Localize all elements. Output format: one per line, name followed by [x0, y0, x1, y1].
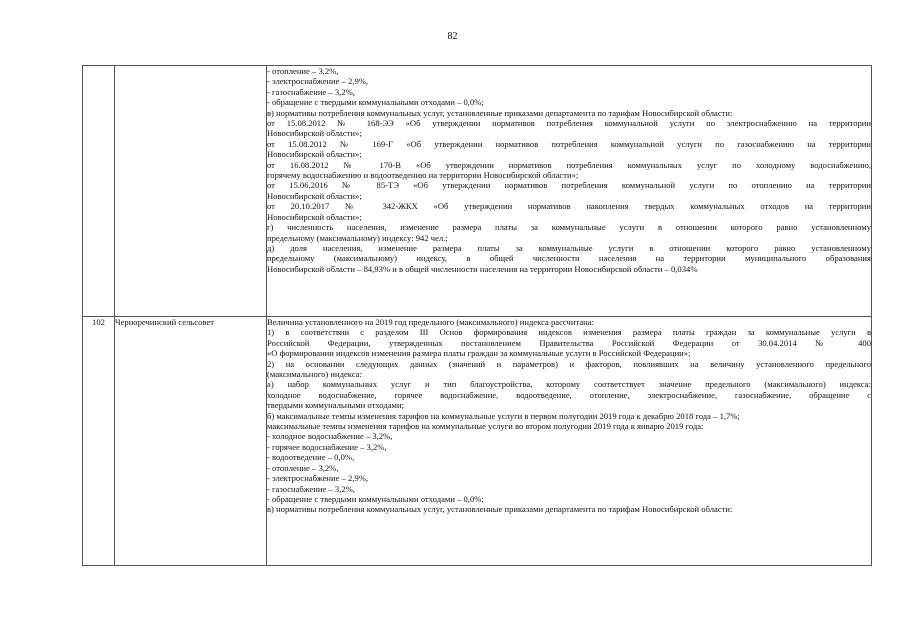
text-line: холодное водоснабжение, горячее водоснабжение, водоотведение, отопление, электроснабжение, газоснабжение, обращение с — [267, 389, 871, 400]
text-line: от 20.10.2017 № 342-ЖКХ «Об утверждении нормативов накопления твердых коммунальных отходов на территории — [267, 201, 871, 212]
table-row — [83, 317, 872, 566]
text-line: - электроснабжение – 2,9%, — [267, 473, 369, 484]
text-line: 2) на основании следующих данных (значений и параметров) и факторов, повлиявших на величину установленного предельного — [267, 358, 871, 369]
row-number — [83, 66, 115, 317]
row-number: 102 — [83, 317, 115, 566]
text-line: б) максимальные темпы изменения тарифов на коммунальные услуги в первом полугодии 2019 года к декабрю 2018 года – 1,7%; — [267, 410, 740, 421]
text-line: (максимального) индекса: — [267, 369, 362, 380]
text-line: - газоснабжение – 3,2%, — [267, 483, 355, 494]
row-content — [267, 317, 872, 566]
text-line: предельному (максимальному) индексу, в общей численности населения на территории муниципального образования — [267, 253, 871, 264]
text-line: горячему водоснабжению и водоотведению на территории Новосибирской области»; — [267, 170, 579, 181]
text-line: - обращение с твердыми коммунальными отходами – 0,0%; — [267, 97, 484, 108]
text-line: д) доля населения, изменение размера платы за коммунальные услуги в отношении которого равно установленному — [267, 242, 871, 253]
text-line: - отопление – 3,2%, — [267, 66, 339, 76]
text-line: г) численность населения, изменение размера платы за коммунальные услуги в отношении которого равно установленному — [267, 222, 871, 233]
row-content — [267, 66, 872, 317]
text-line: - обращение с твердыми коммунальными отходами – 0,0%; — [267, 493, 484, 504]
text-line: - электроснабжение – 2,9%, — [267, 76, 369, 87]
text-line: Российской Федерации, утвержденных постановлением Правительства Российской Федерации от 30.04.2014 № 400 — [267, 337, 871, 348]
text-line: - водоотведение – 0,0%, — [267, 452, 355, 463]
text-line: а) набор коммунальных услуг и тип благоустройства, которому соответствует значение предельного (максимального) индекса: — [267, 379, 871, 390]
text-line: максимальные темпы изменения тарифов на коммунальные услуги во втором полугодии 2019 года к январю 2019 года: — [267, 421, 704, 432]
text-line: в) нормативы потребления коммунальных услуг, установленные приказами департамента по тарифам Новосибирской области: — [267, 107, 733, 118]
text-line: Новосибирской области»; — [267, 149, 362, 160]
text-line: от 15.08.2012 № 169-Г «Об утверждении нормативов потребления коммунальной услуги по газоснабжению на территории — [267, 138, 871, 149]
text-line: Новосибирской области»; — [267, 128, 362, 139]
municipality-name: Черноречинский сельсовет — [115, 317, 267, 566]
text-line: 1) в соответствии с разделом III Основ формирования индексов изменения размера платы граждан за коммунальные услуги в — [267, 327, 871, 338]
text-line: от 15.06.2016 № 85-ТЭ «Об утверждении нормативов потребления коммунальной услуги по отоплению на территории — [267, 180, 871, 191]
table-row — [83, 66, 872, 317]
text-line: «О формировании индексов изменения размера платы граждан за коммунальные услуги в Российской Федерации»; — [267, 348, 691, 359]
text-line: от 16.08.2012 № 170-В «Об утверждении нормативов потребления коммунальных услуг по холодному водоснабжению, — [267, 159, 871, 170]
text-line: - горячее водоснабжение – 3,2%, — [267, 441, 387, 452]
text-line: Новосибирской области – 84,93% и в общей численности населения на территории Новосибирской области – 0,034% — [267, 263, 698, 274]
text-line: Новосибирской области»; — [267, 190, 362, 201]
text-line: от 15.08.2012 № 168-ЭЭ «Об утверждении нормативов потребления коммунальной услуги по электроснабжению на территории — [267, 118, 871, 129]
text-line: - отопление – 3,2%, — [267, 462, 339, 473]
text-line: предельному (максимальному) индексу: 942 чел.; — [267, 232, 448, 243]
text-line: - газоснабжение – 3,2%, — [267, 86, 355, 97]
text-line: в) нормативы потребления коммунальных услуг, установленные приказами департамента по тарифам Новосибирской области: — [267, 504, 733, 515]
municipality-name — [115, 66, 267, 317]
text-line: - холодное водоснабжение – 3,2%, — [267, 431, 393, 442]
text-line: Новосибирской области»; — [267, 211, 362, 222]
text-line: твердыми коммунальными отходами; — [267, 400, 404, 411]
document-table — [82, 65, 872, 566]
page-number: 82 — [447, 31, 458, 42]
text-line: Величина установленного на 2019 год предельного (максимального) индекса рассчитана: — [267, 317, 594, 327]
